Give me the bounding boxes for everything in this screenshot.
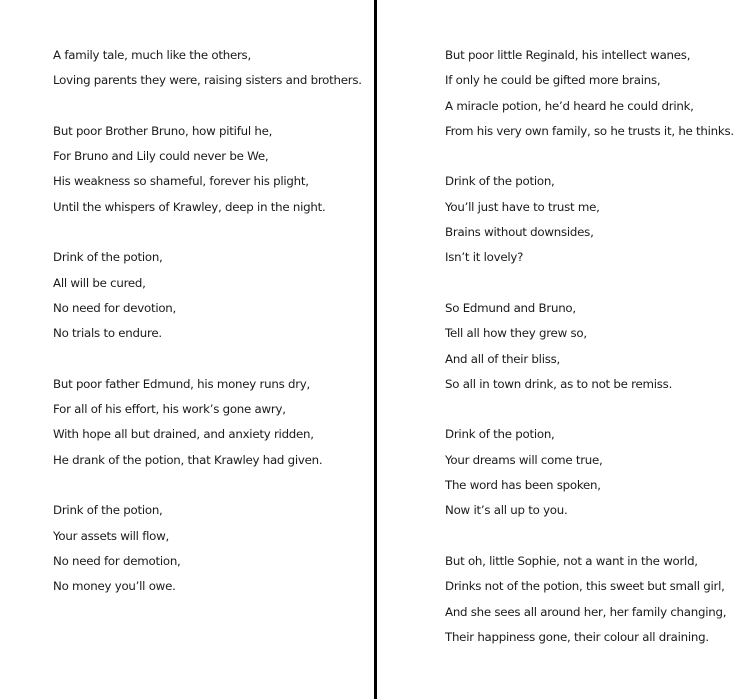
poem-line: Drinks not of the potion, this sweet but small girl,: [445, 579, 725, 594]
poem-line: No trials to endure.: [53, 326, 162, 341]
poem-line: So all in town drink, as to not be remiss.: [445, 376, 673, 391]
poem-line: His weakness so shameful, forever his plight,: [53, 174, 309, 189]
poem-line: Your assets will flow,: [53, 528, 170, 543]
poem-line: Until the whispers of Krawley, deep in the night.: [53, 199, 326, 214]
poem-line: Isn’t it lovely?: [445, 250, 524, 265]
stanza: [53, 372, 363, 473]
poem-line: No money you’ll owe.: [53, 579, 176, 594]
poem-line: Your dreams will come true,: [445, 452, 603, 467]
poem-line: Brains without downsides,: [445, 225, 594, 240]
poem-line: He drank of the potion, that Krawley had given.: [53, 452, 323, 467]
poem-line: But poor little Reginald, his intellect wanes,: [445, 48, 691, 62]
stanza: [53, 43, 363, 94]
poem-line: Drink of the potion,: [445, 427, 555, 442]
poem-left-column: [53, 43, 363, 600]
poem-line: All will be cured,: [53, 275, 146, 290]
poem-line: Tell all how they grew so,: [445, 326, 587, 341]
poem-right-column: [445, 43, 745, 650]
poem-line: No need for demotion,: [53, 553, 181, 568]
poem-line: If only he could be gifted more brains,: [445, 73, 661, 88]
poem-line: No need for devotion,: [53, 300, 177, 315]
stanza: [445, 422, 745, 523]
stanza: [53, 498, 363, 599]
column-divider: [374, 0, 377, 699]
poem-line: Now it’s all up to you.: [445, 503, 568, 518]
poem-line: But poor father Edmund, his money runs dry,: [53, 376, 311, 391]
poem-line: For all of his effort, his work’s gone awry,: [53, 402, 286, 417]
poem-line: But poor Brother Bruno, how pitiful he,: [53, 123, 273, 138]
stanza: [53, 245, 363, 346]
poem-line: But oh, little Sophie, not a want in the world,: [445, 553, 698, 568]
poem-line: And she sees all around her, her family changing,: [445, 604, 727, 619]
poem-line: Loving parents they were, raising sisters and brothers.: [53, 73, 362, 88]
poem-line: And all of their bliss,: [445, 351, 561, 366]
stanza: [445, 296, 745, 397]
poem-line: Drink of the potion,: [53, 503, 163, 518]
stanza: [53, 119, 363, 220]
poem-line: From his very own family, so he trusts it, he thinks.: [445, 123, 734, 138]
poem-line: Drink of the potion,: [445, 174, 555, 189]
poem-line: With hope all but drained, and anxiety ridden,: [53, 427, 314, 442]
poem-line: So Edmund and Bruno,: [445, 300, 576, 315]
poem-line: For Bruno and Lily could never be We,: [53, 149, 269, 164]
poem-line: Their happiness gone, their colour all draining.: [445, 629, 709, 644]
stanza: [445, 549, 745, 650]
poem-line: The word has been spoken,: [445, 478, 601, 493]
poem-line: Drink of the potion,: [53, 250, 163, 265]
stanza: [445, 43, 745, 144]
poem-line: You’ll just have to trust me,: [445, 199, 600, 214]
stanza: [445, 169, 745, 270]
poem-line: A family tale, much like the others,: [53, 48, 251, 62]
poem-line: A miracle potion, he’d heard he could drink,: [445, 98, 694, 113]
